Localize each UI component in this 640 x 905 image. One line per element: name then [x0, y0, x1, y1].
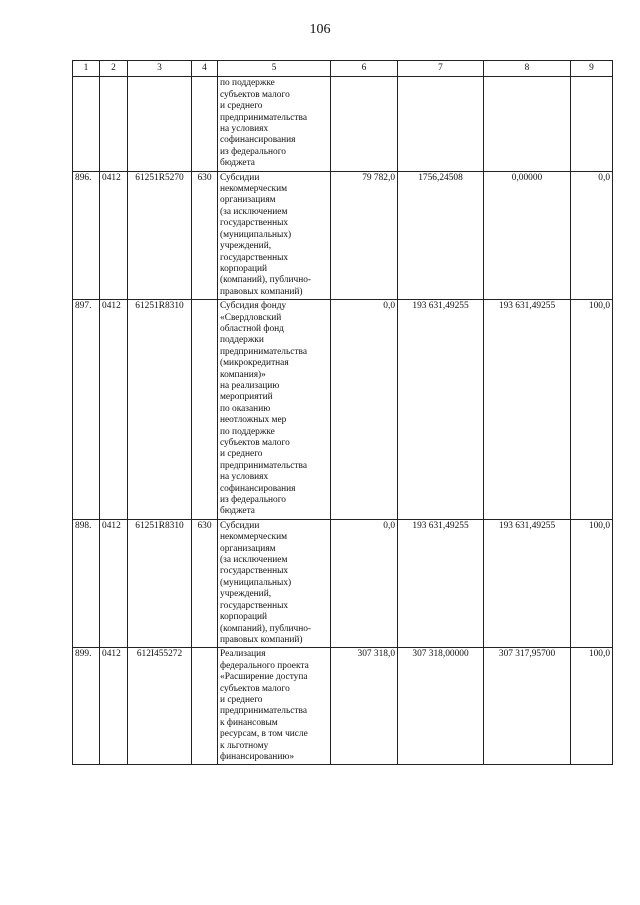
item-name-line: корпораций — [220, 612, 268, 623]
item-name-line: на условиях — [220, 472, 269, 483]
item-name-line: поддержки — [220, 335, 264, 346]
target-code-cell: 61251R8310 — [128, 519, 192, 647]
item-name-line: государственных — [220, 600, 289, 611]
expense-type-cell: 630 — [192, 519, 218, 647]
table-row — [73, 300, 613, 520]
expense-type-cell — [192, 648, 218, 765]
planned-amount-cell: 79 782,0 — [331, 171, 398, 299]
item-name-line: корпораций — [220, 263, 268, 274]
item-name-line: мероприятий — [220, 392, 273, 403]
adjusted-amount-cell: 307 318,00000 — [398, 648, 484, 765]
item-name-line: софинансирования — [220, 483, 296, 494]
executed-amount-cell: 307 317,95700 — [484, 648, 571, 765]
item-name-line: на реализацию — [220, 380, 280, 391]
column-header: 3 — [128, 61, 192, 77]
item-name-line: Субсидия фонду — [220, 301, 287, 312]
item-name-line: предпринимательства — [220, 346, 307, 357]
item-name-line: (компаний), публично- — [220, 623, 312, 634]
item-name-cell — [218, 648, 331, 765]
adjusted-amount-cell: 1756,24508 — [398, 171, 484, 299]
item-name-line: из федерального — [220, 495, 286, 506]
item-name-line: организациям — [220, 195, 276, 206]
item-name-line: учреждений, — [220, 589, 272, 600]
target-code-cell: 612I455272 — [128, 648, 192, 765]
item-name-line: бюджета — [220, 158, 255, 169]
row-number-cell — [73, 77, 100, 171]
item-name-line: (муниципальных) — [220, 229, 292, 240]
planned-amount-cell: 307 318,0 — [331, 648, 398, 765]
item-name-line: субъектов малого — [220, 683, 290, 694]
item-name-line: федерального проекта — [220, 660, 309, 671]
item-name-line: предпринимательства — [220, 706, 307, 717]
item-name-line: субъектов малого — [220, 438, 290, 448]
item-name-line: государственных — [220, 252, 289, 263]
item-name-line: к льготному — [220, 740, 269, 751]
section-code-cell — [100, 77, 128, 171]
adjusted-amount-cell — [398, 77, 484, 171]
item-name-cell — [218, 300, 331, 520]
table-body — [73, 77, 613, 765]
item-name-line: государственных — [220, 566, 289, 577]
item-name-line: ресурсам, в том числе — [220, 729, 308, 740]
item-name-line: организациям — [220, 543, 276, 554]
item-name-line: из федерального — [220, 146, 286, 157]
column-header: 9 — [571, 61, 613, 77]
item-name-line: Субсидии — [220, 520, 260, 531]
column-header: 1 — [73, 61, 100, 77]
adjusted-amount-cell: 193 631,49255 — [398, 300, 484, 520]
execution-percent-cell: 0,0 — [571, 171, 613, 299]
item-name-line: (за исключением — [220, 555, 288, 566]
row-number-cell: 899. — [73, 648, 100, 765]
item-name-line: (компаний), публично- — [220, 275, 312, 286]
item-name-line: правовых компаний) — [220, 286, 303, 297]
item-name-line: учреждений, — [220, 241, 272, 252]
item-name-line: предпринимательства — [220, 460, 307, 471]
item-name-line: неотложных мер — [220, 415, 287, 426]
item-name-line: государственных — [220, 218, 289, 229]
table-row — [73, 171, 613, 299]
row-number-cell: 896. — [73, 171, 100, 299]
execution-percent-cell: 100,0 — [571, 300, 613, 520]
item-name-line: Субсидии — [220, 172, 260, 183]
planned-amount-cell: 0,0 — [331, 519, 398, 647]
table-row — [73, 77, 613, 171]
adjusted-amount-cell: 193 631,49255 — [398, 519, 484, 647]
expense-type-cell: 630 — [192, 171, 218, 299]
item-name-line: по оказанию — [220, 403, 271, 414]
item-name-line: «Расширение доступа — [220, 672, 308, 683]
column-header: 8 — [484, 61, 571, 77]
column-header: 7 — [398, 61, 484, 77]
item-name-line: компания)» — [220, 369, 266, 380]
item-name-line: (за исключением — [220, 206, 288, 217]
table-header-row — [73, 61, 613, 77]
item-name-line: по поддержке — [220, 426, 275, 437]
item-name-line: софинансирования — [220, 135, 296, 146]
item-name-line: к финансовым — [220, 717, 278, 728]
item-name-line: по поддержке — [220, 78, 275, 89]
target-code-cell: 61251R8310 — [128, 300, 192, 520]
column-header: 4 — [192, 61, 218, 77]
item-name-line: Реализация — [220, 649, 266, 660]
item-name-line: и среднего — [220, 449, 263, 460]
section-code-cell: 0412 — [100, 648, 128, 765]
planned-amount-cell: 0,0 — [331, 300, 398, 520]
budget-table — [72, 60, 613, 765]
row-number-cell: 897. — [73, 300, 100, 520]
section-code-cell: 0412 — [100, 300, 128, 520]
item-name-line: (муниципальных) — [220, 577, 292, 588]
execution-percent-cell: 100,0 — [571, 648, 613, 765]
target-code-cell — [128, 77, 192, 171]
item-name-cell — [218, 171, 331, 299]
executed-amount-cell: 0,00000 — [484, 171, 571, 299]
execution-percent-cell — [571, 77, 613, 171]
item-name-line: на условиях — [220, 124, 269, 135]
item-name-line: правовых компаний) — [220, 634, 303, 645]
item-name-line: предпринимательства — [220, 112, 307, 123]
table-row — [73, 648, 613, 765]
item-name-line: субъектов малого — [220, 89, 290, 100]
executed-amount-cell: 193 631,49255 — [484, 300, 571, 520]
table-row — [73, 519, 613, 647]
item-name-cell — [218, 77, 331, 171]
expense-type-cell — [192, 77, 218, 171]
column-header: 6 — [331, 61, 398, 77]
item-name-line: некоммерческим — [220, 184, 288, 195]
execution-percent-cell: 100,0 — [571, 519, 613, 647]
section-code-cell: 0412 — [100, 519, 128, 647]
column-header: 2 — [100, 61, 128, 77]
item-name-line: «Свердловский — [220, 312, 282, 323]
item-name-cell — [218, 519, 331, 647]
item-name-line: некоммерческим — [220, 532, 288, 543]
executed-amount-cell: 193 631,49255 — [484, 519, 571, 647]
item-name-line: бюджета — [220, 506, 255, 517]
item-name-line: и среднего — [220, 694, 263, 705]
row-number-cell: 898. — [73, 519, 100, 647]
column-header: 5 — [218, 61, 331, 77]
item-name-line: и среднего — [220, 101, 263, 112]
page-number: 106 — [309, 22, 331, 37]
planned-amount-cell — [331, 77, 398, 171]
item-name-line: (микрокредитная — [220, 358, 289, 369]
target-code-cell: 61251R5270 — [128, 171, 192, 299]
expense-type-cell — [192, 300, 218, 520]
section-code-cell: 0412 — [100, 171, 128, 299]
item-name-line: финансированию» — [220, 751, 295, 762]
executed-amount-cell — [484, 77, 571, 171]
item-name-line: областной фонд — [220, 323, 284, 334]
